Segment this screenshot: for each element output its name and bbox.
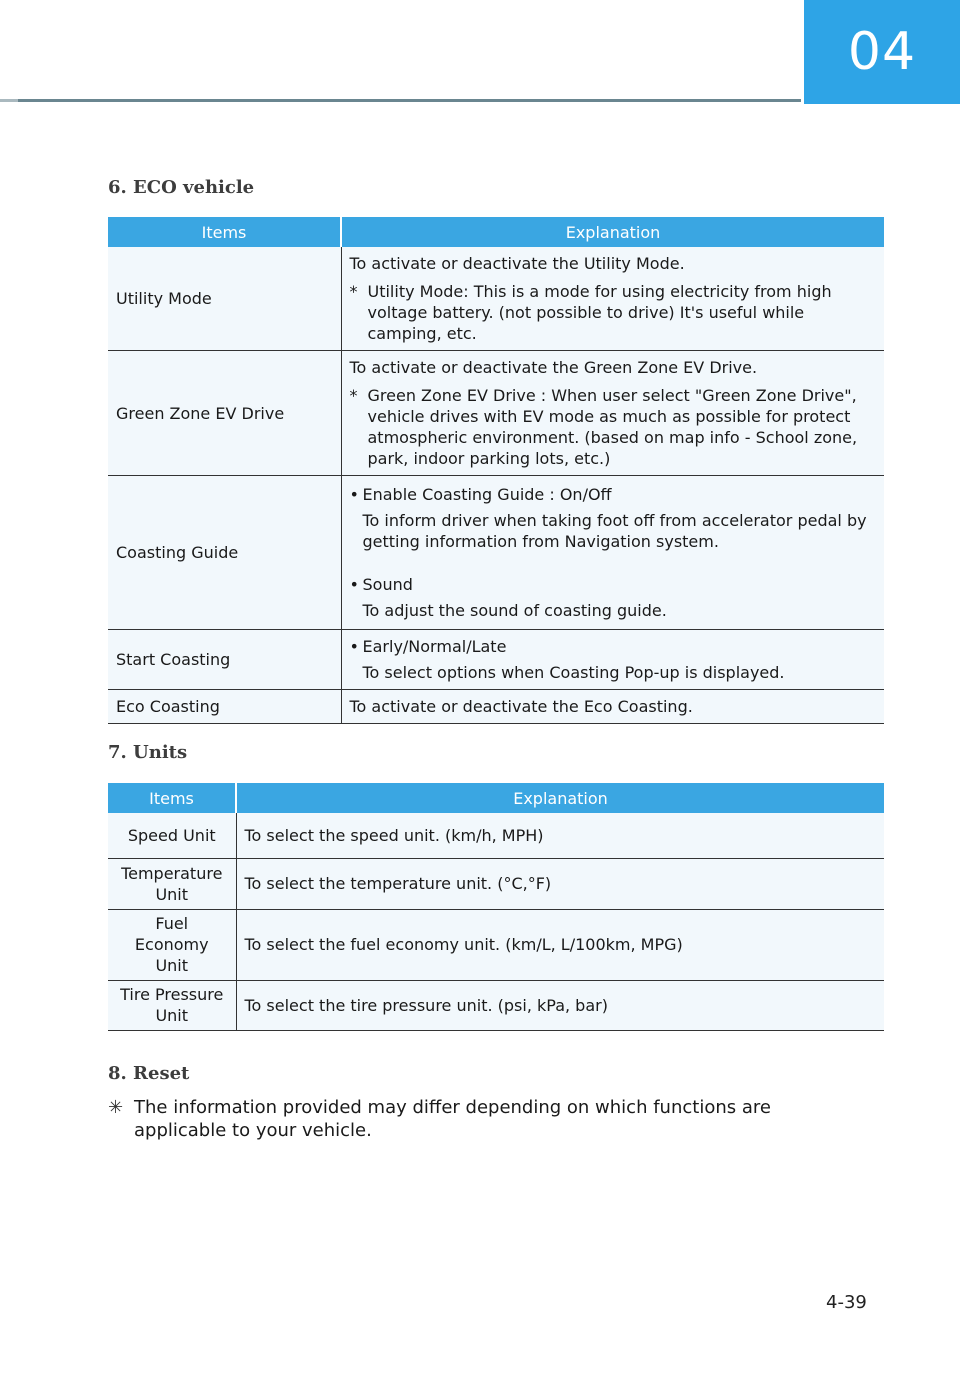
explanation-cell bbox=[341, 351, 884, 476]
bullet-description: To adjust the sound of coasting guide. bbox=[362, 601, 667, 620]
table-row bbox=[108, 630, 884, 690]
table-row bbox=[108, 858, 884, 909]
header-rule bbox=[0, 99, 801, 102]
item-cell: Green Zone EV Drive bbox=[108, 351, 341, 476]
item-cell: Temperature Unit bbox=[108, 858, 236, 909]
explanation-cell: To select the fuel economy unit. (km/L, L/100km, MPG) bbox=[236, 909, 884, 980]
header-rule-accent bbox=[0, 99, 18, 102]
item-cell: Tire Pressure Unit bbox=[108, 980, 236, 1030]
table-row bbox=[108, 351, 884, 476]
footnote-text: The information provided may differ depending on which functions are applicable to your vehicle. bbox=[134, 1097, 771, 1141]
explanation-cell bbox=[341, 476, 884, 630]
bullet-description: To inform driver when taking foot off from accelerator pedal by getting information from Navigation system. bbox=[362, 511, 867, 551]
bullet-item bbox=[350, 574, 877, 595]
section-heading-units: 7. Units bbox=[108, 742, 188, 763]
explanation-cell: To select the tire pressure unit. (psi, kPa, bar) bbox=[236, 980, 884, 1030]
bullet-icon: • bbox=[349, 485, 359, 504]
asterisk-mark: * bbox=[349, 386, 358, 405]
section-heading-eco: 6. ECO vehicle bbox=[108, 177, 255, 198]
note-text: Utility Mode: This is a mode for using electricity from high voltage battery. (not possible to drive) It's useful while camping, etc. bbox=[367, 282, 832, 343]
explanation-cell bbox=[341, 247, 884, 351]
units-table bbox=[108, 783, 884, 1031]
table-row bbox=[108, 247, 884, 351]
page-number: 4-39 bbox=[826, 1292, 867, 1313]
bullet-title: Enable Coasting Guide : On/Off bbox=[362, 485, 612, 504]
table-row bbox=[108, 909, 884, 980]
section-heading-reset: 8. Reset bbox=[108, 1063, 190, 1084]
item-cell: Eco Coasting bbox=[108, 690, 341, 724]
note bbox=[350, 281, 877, 344]
explanation-cell bbox=[341, 630, 884, 690]
explanation-cell: To activate or deactivate the Eco Coasting. bbox=[341, 690, 884, 724]
bullet-icon: • bbox=[349, 637, 359, 656]
asterisk-icon: ✳ bbox=[108, 1097, 124, 1118]
eco-vehicle-table bbox=[108, 217, 884, 724]
bullet-description: To select options when Coasting Pop-up is displayed. bbox=[362, 663, 785, 682]
bullet-title: Early/Normal/Late bbox=[362, 637, 507, 656]
item-cell: Fuel Economy Unit bbox=[108, 909, 236, 980]
table-row bbox=[108, 813, 884, 858]
table-row bbox=[108, 476, 884, 630]
bullet-item bbox=[350, 636, 877, 657]
table-header-row bbox=[108, 217, 884, 247]
item-cell: Speed Unit bbox=[108, 813, 236, 858]
column-header-items: Items bbox=[108, 217, 341, 247]
column-header-explanation: Explanation bbox=[236, 783, 884, 813]
note-text: Green Zone EV Drive : When user select "Green Zone Drive", vehicle drives with EV mode as much as possible for protect atmospheric environment. (based on map info - School zone, park, indoor parking lots, etc.) bbox=[367, 386, 858, 468]
explanation-cell: To select the speed unit. (km/h, MPH) bbox=[236, 813, 884, 858]
item-cell: Utility Mode bbox=[108, 247, 341, 351]
column-header-items: Items bbox=[108, 783, 236, 813]
item-cell: Start Coasting bbox=[108, 630, 341, 690]
column-header-explanation: Explanation bbox=[341, 217, 884, 247]
item-cell: Coasting Guide bbox=[108, 476, 341, 630]
bullet-icon: • bbox=[349, 575, 359, 594]
footnote bbox=[108, 1096, 868, 1142]
table-row bbox=[108, 980, 884, 1030]
bullet-title: Sound bbox=[362, 575, 413, 594]
explanation-main: To activate or deactivate the Utility Mode. bbox=[349, 254, 685, 273]
chapter-tab: 04 bbox=[804, 0, 960, 104]
table-header-row bbox=[108, 783, 884, 813]
note bbox=[350, 385, 877, 469]
explanation-cell: To select the temperature unit. (°C,°F) bbox=[236, 858, 884, 909]
explanation-main: To activate or deactivate the Green Zone EV Drive. bbox=[349, 358, 758, 377]
bullet-item bbox=[350, 484, 877, 505]
asterisk-mark: * bbox=[349, 282, 358, 301]
table-row bbox=[108, 690, 884, 724]
